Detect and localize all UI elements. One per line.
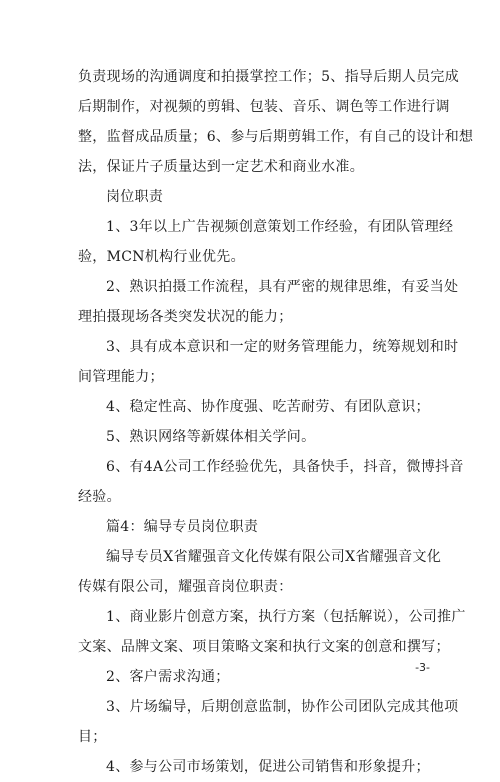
text-line: 间管理能力； <box>78 369 164 385</box>
text-line: 法，保证片子质量达到一定艺术和商业水准。 <box>78 159 364 175</box>
text-line: 负责现场的沟通调度和拍摄掌控工作；5、指导后期人员完成 <box>78 69 460 85</box>
text-line: 6、有4A公司工作经验优先，具备快手，抖音，微博抖音 <box>106 459 464 475</box>
text-line: 理拍摄现场各类突发状况的能力； <box>78 309 293 325</box>
text-line: 后期制作，对视频的剪辑、包装、音乐、调色等工作进行调 <box>78 99 450 115</box>
text-line: 2、熟识拍摄工作流程，具有严密的规律思维，有妥当处 <box>106 279 459 295</box>
text-line: 文案、品牌文案、项目策略文案和执行文案的创意和撰写； <box>78 639 450 655</box>
text-line: 4、稳定性高、协作度强、吃苦耐劳、有团队意识； <box>106 399 430 415</box>
text-line: 1、商业影片创意方案，执行方案（包括解说），公司推广 <box>106 609 466 625</box>
page-number: -3- <box>415 661 430 674</box>
text-line: 验，MCN机构行业优先。 <box>78 249 245 265</box>
text-line: 编导专员X省耀强音文化传媒有限公司X省耀强音文化 <box>106 549 442 565</box>
section-heading: 岗位职责 <box>106 189 164 205</box>
text-line: 3、片场编导，后期创意监制，协作公司团队完成其他项 <box>106 699 459 715</box>
text-line: 1、3年以上广告视频创意策划工作经验，有团队管理经 <box>106 219 454 235</box>
text-line: 3、具有成本意识和一定的财务管理能力，统筹规划和时 <box>106 339 459 355</box>
document-body <box>78 62 474 782</box>
text-line: 经验。 <box>78 489 121 505</box>
text-line: 4、参与公司市场策划，促进公司销售和形象提升； <box>106 759 430 775</box>
section-heading: 篇4：编导专员岗位职责 <box>106 519 259 535</box>
text-line: 5、熟识网络等新媒体相关学问。 <box>106 429 316 445</box>
text-line: 整，监督成品质量；6、参与后期剪辑工作，有自己的设计和想 <box>78 129 474 145</box>
text-line: 传媒有限公司，耀强音岗位职责： <box>78 579 293 595</box>
text-line: 2、客户需求沟通； <box>106 669 230 685</box>
text-line: 目； <box>78 729 107 745</box>
